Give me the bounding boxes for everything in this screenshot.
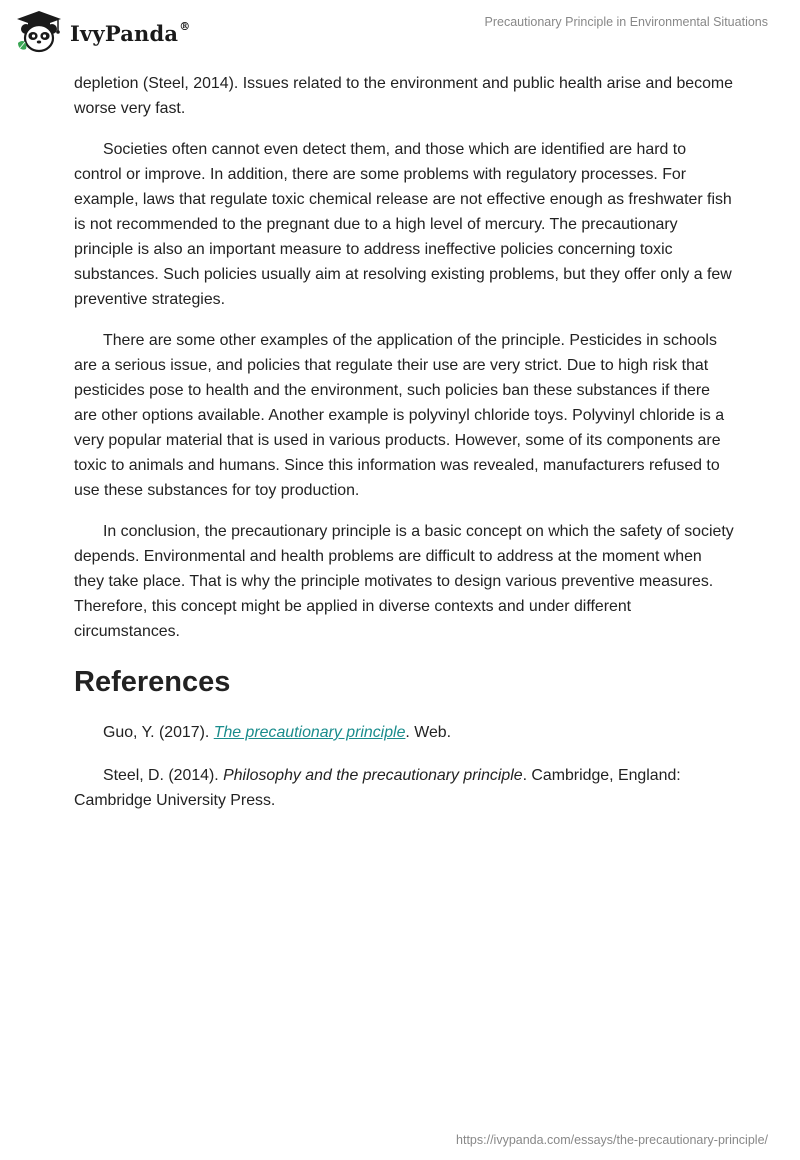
- page-header: [0, 0, 800, 70]
- registered-mark: ®: [179, 19, 191, 33]
- reference-suffix: . Cambridge, England: Cambridge University Press.: [74, 767, 681, 809]
- essay-content: [74, 71, 734, 831]
- footer-url: https://ivypanda.com/essays/the-precautionary-principle/: [456, 1133, 768, 1147]
- references-heading: References: [74, 666, 231, 698]
- reference-author-year: Steel, D. (2014).: [103, 767, 224, 784]
- reference-title: Philosophy and the precautionary principle: [223, 767, 523, 784]
- paragraph-conclusion: In conclusion, the precautionary principle is a basic concept on which the safety of society depends. Environmental and health problems are difficult to address at the moment when they take place. That is why the principle motivates to design various preventive measures. Therefore, this concept might be applied in diverse contexts and under different circumstances.: [74, 523, 734, 640]
- reference-link[interactable]: The precautionary principle: [213, 724, 406, 741]
- document-title: Precautionary Principle in Environmental Situations: [484, 15, 768, 29]
- reference-item: [74, 720, 734, 745]
- paragraph-examples: There are some other examples of the application of the principle. Pesticides in schools are a serious issue, and policies that regulate their use are very strict. Due to high risk that pesticides pose to health and the environment, such policies ban these substances if there are other options available. Another example is polyvinyl chloride toys. Polyvinyl chloride is a very popular material that is used in various products. However, some of its components are toxic to animals and humans. Since this information was revealed, manufacturers refused to use these substances for toy production.: [74, 332, 725, 499]
- brand-name: IvyPanda®: [70, 19, 191, 46]
- reference-suffix: . Web.: [405, 724, 452, 741]
- ivypanda-logo[interactable]: [14, 9, 190, 55]
- reference-item: [74, 763, 734, 813]
- paragraph-regulatory: Societies often cannot even detect them, and those which are identified are hard to control or improve. In addition, there are some problems with regulatory processes. For example, laws that regulate toxic chemical release are not effective enough as freshwater fish is not recommended to the pregnant due to a high level of mercury. The precautionary principle is also an important measure to address ineffective policies concerning toxic substances. Such policies usually aim at resolving existing problems, but they offer only a few preventive strategies.: [74, 141, 732, 308]
- reference-author-year: Guo, Y. (2017).: [103, 724, 214, 741]
- paragraph-continuation: depletion (Steel, 2014). Issues related to the environment and public health arise and become worse very fast.: [74, 75, 733, 117]
- panda-mascot-icon: [14, 9, 64, 55]
